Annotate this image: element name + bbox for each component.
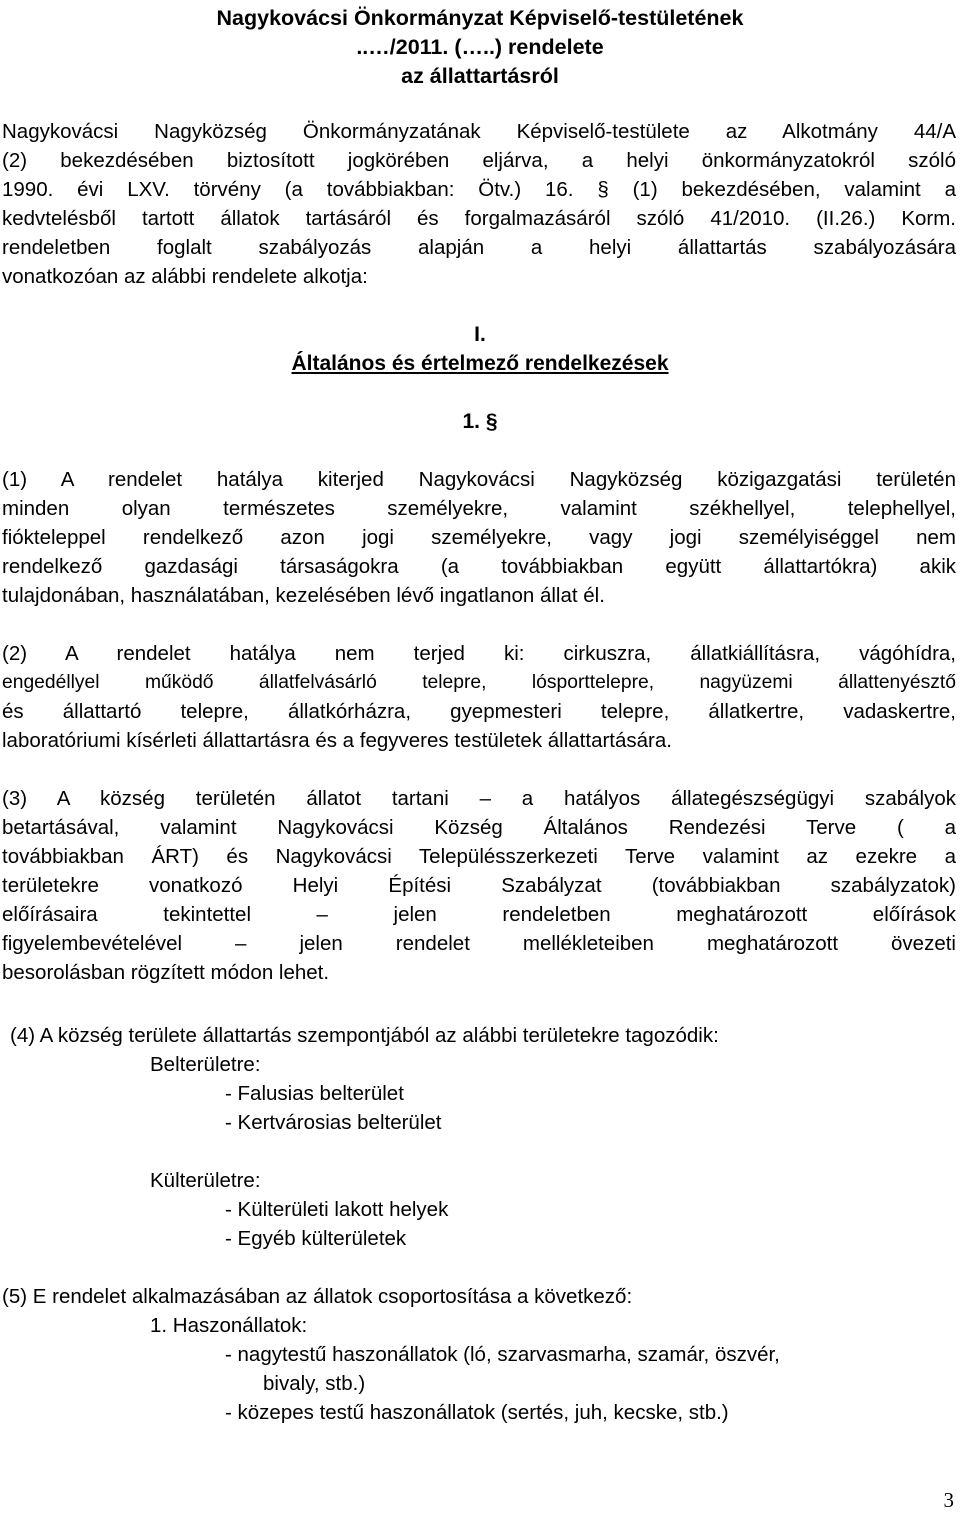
section-number: 1. § [462,410,498,433]
inner-area-label: Belterületre: [150,1053,261,1076]
paragraph-2-line: (2) A rendelet hatálya nem terjed ki: cirkuszra, állatkiállításra, vágóhídra, [2,642,956,665]
paragraph-3-line: besorolásban rögzített módon lehet. [2,961,330,984]
list-item-continuation: bivaly, stb.) [263,1372,366,1395]
paragraph-3-line: továbbiakban ÁRT) és Nagykovácsi Településszerkezeti Terve valamint az ezekre a [2,845,956,868]
chapter-number: I. [474,323,486,346]
preamble-line: kedvtelésből tartott állatok tartásáról és forgalmazásáról szóló 41/2010. (II.26.) Korm. [2,207,956,230]
paragraph-3-line: figyelembevételével – jelen rendelet mellékleteiben meghatározott övezeti [2,932,956,955]
paragraph-1-line: fiókteleppel rendelkező azon jogi személyekre, vagy jogi személyiséggel nem [2,526,956,549]
paragraph-3-line: előírásaira tekintettel – jelen rendeletben meghatározott előírások [2,903,956,926]
preamble-line: (2) bekezdésében biztosított jogkörében eljárva, a helyi önkormányzatokról szóló [2,149,956,172]
list-item: - nagytestű haszonállatok (ló, szarvasmarha, szamár, öszvér, [225,1343,780,1366]
paragraph-1-line: rendelkező gazdasági társaságokra (a továbbiakban együtt állattartókra) akik [2,555,956,578]
paragraph-1-line: tulajdonában, használatában, kezelésében lévő ingatlanon állat él. [2,584,605,607]
preamble-line: vonatkozóan az alábbi rendelete alkotja: [2,265,368,288]
chapter-title: Általános és értelmező rendelkezések [291,352,669,375]
paragraph-3-line: betartásával, valamint Nagykovácsi Község Általános Rendezési Terve ( a [2,816,956,839]
list-item: - Egyéb külterületek [225,1227,407,1250]
list-item: - közepes testű haszonállatok (sertés, juh, kecske, stb.) [225,1401,729,1424]
preamble-line: rendeletben foglalt szabályozás alapján a helyi állattartás szabályozására [2,236,956,259]
page-number: 3 [943,1488,954,1512]
title-line-1: Nagykovácsi Önkormányzat Képviselő-testületének [216,6,744,30]
paragraph-4-intro: (4) A község területe állattartás szempontjából az alábbi területekre tagozódik: [10,1024,719,1047]
title-line-3: az állattartásról [401,64,559,88]
preamble-line: 1990. évi LXV. törvény (a továbbiakban: Ötv.) 16. § (1) bekezdésében, valamint a [2,178,956,201]
list-item: - Kertvárosias belterület [225,1111,442,1134]
list-item: - Külterületi lakott helyek [225,1198,449,1221]
paragraph-2-line: laboratóriumi kísérleti állattartásra és a fegyveres testületek állattartására. [2,729,672,752]
paragraph-5-intro: (5) E rendelet alkalmazásában az állatok csoportosítása a következő: [2,1285,633,1308]
outer-area-label: Külterületre: [150,1169,261,1192]
paragraph-3-line: területekre vonatkozó Helyi Építési Szabályzat (továbbiakban szabályzatok) [2,874,956,897]
paragraph-3-line: (3) A község területén állatot tartani – a hatályos állategészségügyi szabályok [2,787,956,810]
title-line-2: ..…/2011. (…..) rendelete [356,35,604,59]
paragraph-2-line: és állattartó telepre, állatkórházra, gyepmesteri telepre, állatkertre, vadaskertre, [2,700,956,723]
preamble-line: Nagykovácsi Nagyközség Önkormányzatának Képviselő-testülete az Alkotmány 44/A [2,120,956,143]
list-item: - Falusias belterület [225,1082,404,1105]
paragraph-2-line: engedéllyel működő állatfelvásárló telepre, lósporttelepre, nagyüzemi állattenyésztő [2,672,956,693]
paragraph-1-line: minden olyan természetes személyekre, valamint székhellyel, telephellyel, [2,497,956,520]
livestock-group-label: 1. Haszonállatok: [150,1314,308,1337]
paragraph-1-line: (1) A rendelet hatálya kiterjed Nagykovácsi Nagyközség közigazgatási területén [2,468,956,491]
